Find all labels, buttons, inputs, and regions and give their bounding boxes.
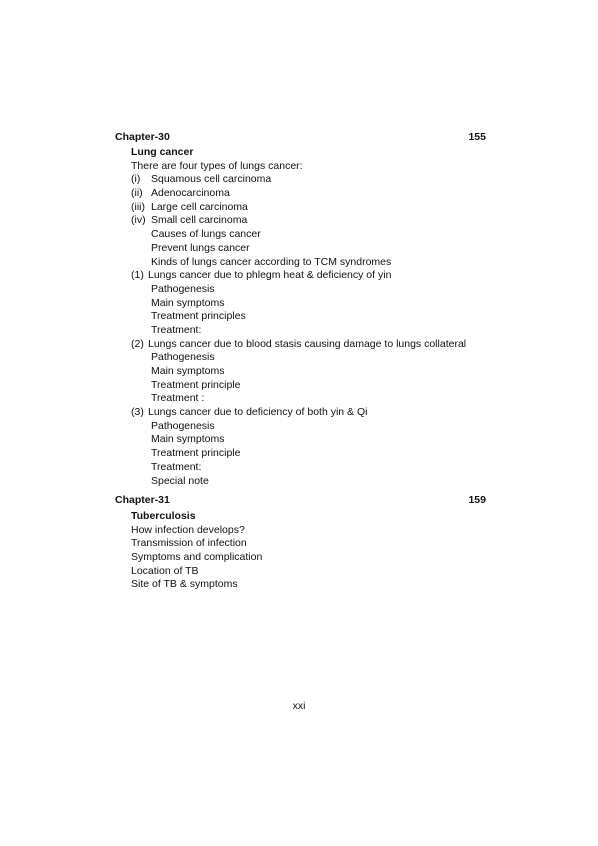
item-number: (i) — [131, 173, 141, 186]
type-item — [131, 187, 391, 201]
chapter-title: Chapter-30 — [115, 131, 170, 143]
topic-line: Causes of lungs cancer — [151, 228, 261, 241]
item-text: Lungs cancer due to phlegm heat & deficiency of yin — [148, 269, 392, 282]
section-heading: Lung cancer — [131, 146, 194, 158]
item-number: (2) — [131, 337, 144, 350]
item-text: Squamous cell carcinoma — [151, 173, 272, 186]
subtopic-line: Main symptoms — [151, 365, 225, 377]
intro-line: There are four types of lungs cancer: — [131, 159, 303, 172]
item-text: Lungs cancer due to blood stasis causing damage to lungs collateral — [148, 337, 467, 350]
item-number: (1) — [131, 269, 144, 282]
topic-line: Location of TB — [131, 564, 199, 577]
subtopic-line: Pathogenesis — [151, 282, 215, 295]
item-text: Large cell carcinoma — [151, 200, 248, 213]
item-number: (ii) — [131, 187, 143, 200]
subtopic-line: Treatment principle — [151, 447, 241, 460]
chapter-30-contents — [131, 146, 467, 488]
topic-line: Symptoms and complication — [131, 551, 263, 564]
subtopic-line: Treatment: — [151, 323, 202, 336]
subtopic-line: Main symptoms — [151, 433, 225, 446]
item-number: (iv) — [131, 214, 146, 227]
syndrome-title — [131, 269, 391, 283]
subtopic-line: Pathogenesis — [151, 351, 215, 364]
page-number-footer: xxi — [292, 700, 306, 712]
chapter-30-row — [115, 131, 486, 145]
type-item — [131, 173, 391, 187]
item-text: Small cell carcinoma — [151, 214, 248, 227]
subtopic-line: Treatment: — [151, 460, 202, 473]
subtopic-line: Treatment : — [151, 392, 205, 405]
chapter-31-row — [115, 494, 486, 508]
subtopic-line: Treatment principle — [151, 378, 241, 391]
topic-line: How infection develops? — [131, 523, 245, 536]
subtopic-line: Special note — [151, 474, 209, 487]
chapter-title: Chapter-31 — [115, 494, 170, 506]
type-item — [131, 201, 391, 215]
topic-line: Transmission of infection — [131, 537, 247, 550]
item-number: (3) — [131, 406, 144, 419]
subtopic-line: Treatment principles — [151, 310, 246, 323]
syndrome-title — [131, 337, 467, 352]
item-text: Lungs cancer due to deficiency of both yin & Qi — [148, 406, 368, 419]
chapter-31-contents — [131, 510, 262, 592]
item-number: (iii) — [131, 200, 145, 213]
subtopic-line: Pathogenesis — [151, 419, 215, 432]
subtopic-line: Main symptoms — [151, 296, 225, 309]
chapter-page-number: 159 — [468, 494, 486, 506]
topic-line: Prevent lungs cancer — [151, 241, 250, 254]
syndrome-title — [131, 406, 391, 420]
chapter-page-number: 155 — [468, 131, 486, 143]
item-text: Adenocarcinoma — [151, 187, 230, 200]
topic-line: Site of TB & symptoms — [131, 578, 238, 591]
type-item — [131, 214, 391, 228]
section-heading: Tuberculosis — [131, 510, 196, 522]
topic-line: Kinds of lungs cancer according to TCM syndromes — [151, 255, 392, 268]
